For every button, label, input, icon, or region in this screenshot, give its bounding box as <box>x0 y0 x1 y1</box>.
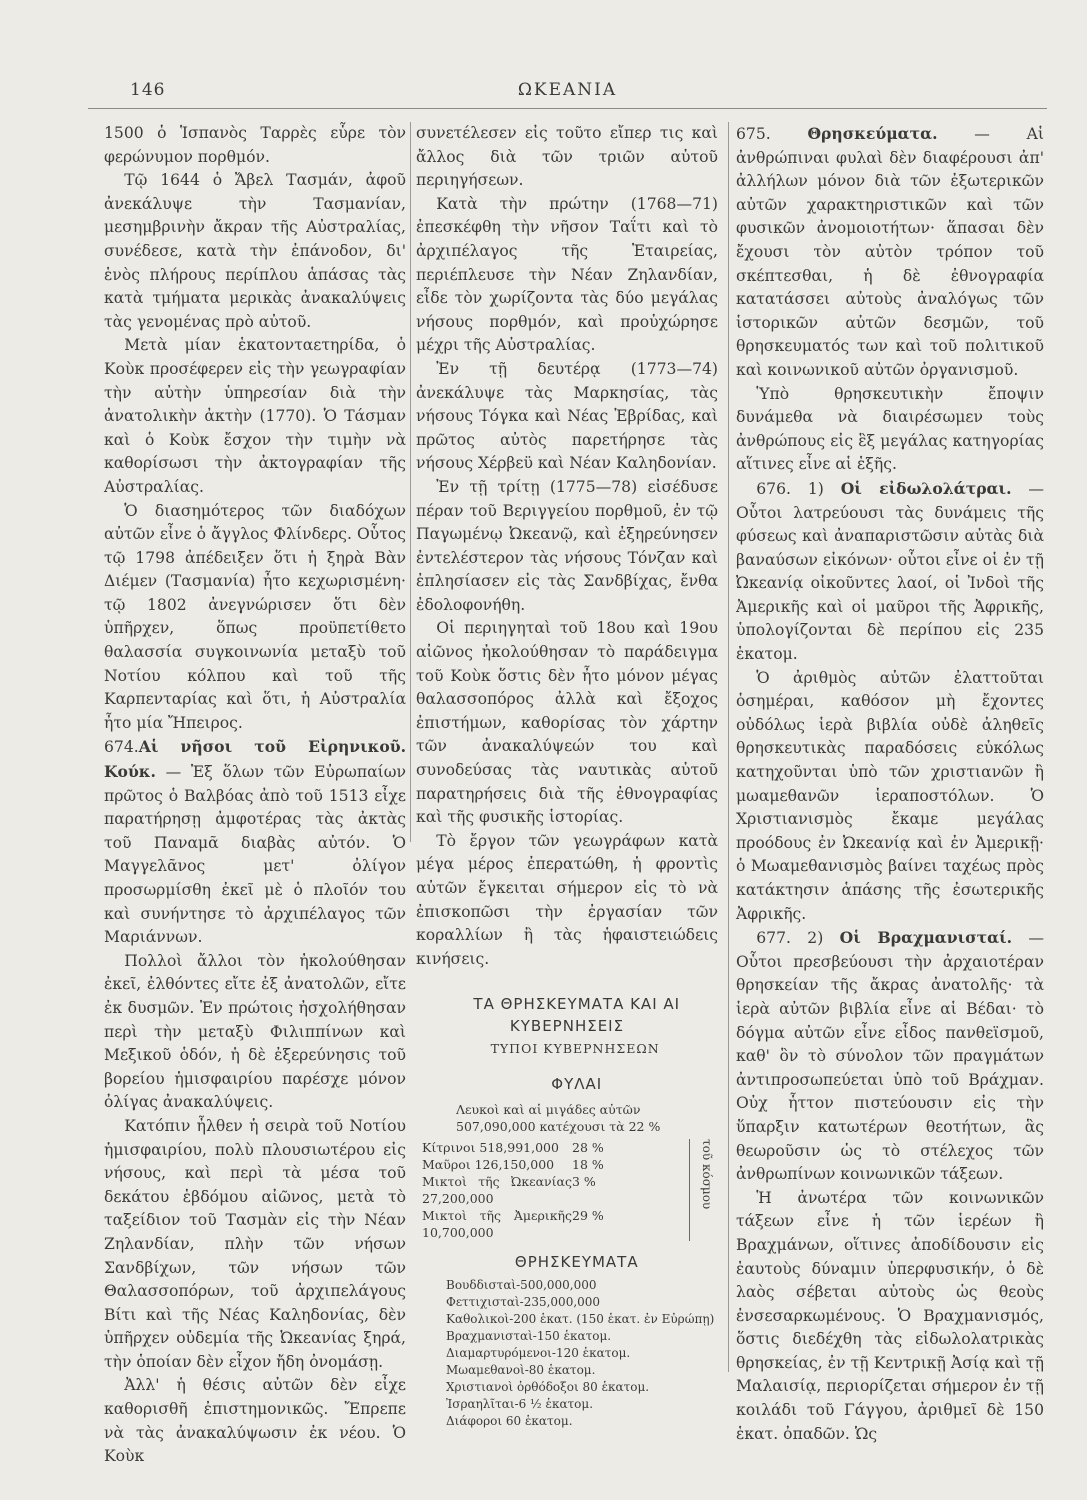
table-row: Μαῦροι 126,150,000 18 % <box>422 1156 604 1172</box>
list-item: Μωαμεθανοὶ-80 ἑκατομ. <box>446 1362 596 1377</box>
section-text: — Ἐξ ὅλων τῶν Εὐρωπαίων πρῶτος ὁ Βαλβόας ἀπὸ τοῦ 1513 εἶχε παρατήρησῃ ἀμφοτέρας τὰς ἀκτὰς τοῦ Παναμᾶ διαβὰς αὐτόν. Ὁ Μαγγελᾶνος μετ' ὀλίγον προσωρμίσθη ἐκεῖ μὲ ὁ πλοῖόν του καὶ συνήντησε τὸ ἀρχιπέλαγος τῶν Μαριάννων. <box>104 763 406 947</box>
paragraph: Μετὰ μίαν ἑκατονταετηρίδα, ὁ Κοὺκ προσέφερεν εἰς τὴν γεωγραφίαν τὴν αὐτὴν ὑπηρεσίαν διὰ τὴν ἀνατολικὴν ἀκτὴν (1770). Ὁ Τάσμαν καὶ ὁ Κοὺκ ἔσχον τὴν τιμὴν νὰ καθορίσωσι τὴν ἀκτογραφίαν τῆς Αὐστραλίας. <box>104 336 406 496</box>
box-title: ΤΑ ΘΡΗΣΚΕΥΜΑΤΑ ΚΑΙ ΑΙ ΚΥΒΕΡΝΗΣΕΙΣ <box>473 995 681 1036</box>
table-row: Μικτοὶ τῆς Ἀμερικῆς 10,700,000 29 % <box>422 1207 604 1240</box>
section-heading: Θρησκεύματα. <box>807 124 938 143</box>
list-item: Διαμαρτυρόμενοι-120 ἑκατομ. <box>446 1345 631 1360</box>
paragraph: Ἡ ἀνωτέρα τῶν κοινωνικῶν τάξεων εἶνε ἡ τῶν ἱερέων ἢ Βραχμάνων, οἵτινες ἀποδίδουσιν εἰς ἑαυτοὺς δύναμιν ὑπερφυσικήν, ὁ δὲ λαὸς σέβεται αὐτοὺς ὡς θεοὺς ἐνσεσαρκωμένους. Ὁ Βραχμανισμός, ὅστις διεδέχθη τὰς εἰδωλολατρικὰς θρησκείας, ἐν τῇ Κεντρικῇ Ἀσίᾳ καὶ τῇ Μαλαισίᾳ, περιορίζεται σήμερον ἐν τῇ κοιλάδι τοῦ Γάγγου, ἀριθμεῖ δὲ 150 ἑκατ. ὀπαδῶν. Ὡς <box>736 1188 1044 1443</box>
paragraph: Οἱ περιηγηταὶ τοῦ 18ου καὶ 19ου αἰῶνος ἠκολούθησαν τὸ παράδειγμα τοῦ Κοὺκ ὅστις δὲν ἦτο μόνον μέγας θαλασσοπόρος ἀλλὰ καὶ ἔξοχος ἐπιστήμων, καθορίσας τὸν χάρτην τῶν ἀνακαλύψεών του καὶ συνοδεύσας τὰς ναυτικὰς αὐτοῦ παρατηρήσεις διὰ τῆς ἐθνογραφίας καὶ τῆς φυσικῆς ἱστορίας. <box>416 619 718 827</box>
threskeumata-list <box>416 1277 718 1430</box>
section-677 <box>736 926 1044 1187</box>
box-subtitle: ΤΥΠΟΙ ΚΥΒΕΡΝΗΣΕΩΝ <box>490 1041 660 1057</box>
section-675 <box>736 122 1044 383</box>
section-number: 676. 1) <box>756 479 824 498</box>
paragraph: Ἐν τῇ δευτέρᾳ (1773—74) ἀνεκάλυψε τὰς Μαρκησίας, τὰς νήσους Τόγκα καὶ Νέας Ἑβρίδας, καὶ πρῶτος αὐτὸς παρετήρησε τὰς νήσους Χέρβεϋ καὶ Νέαν Καληδονίαν. <box>416 359 718 473</box>
list-item: Βραχμανισταὶ-150 ἑκατομ. <box>446 1328 612 1343</box>
paragraph: Ὑπὸ θρησκευτικὴν ἔποψιν δυνάμεθα νὰ διαιρέσωμεν τοὺς ἀνθρώπους εἰς ἓξ μεγάλας κατηγορίας αἵτινες εἶνε αἱ ἑξῆς. <box>736 384 1044 474</box>
paragraph: Ὁ ἀριθμὸς αὐτῶν ἐλαττοῦται ὁσημέραι, καθόσον μὴ ἔχοντες οὐδόλως ἱερὰ βιβλία οὐδὲ ἀληθεῖς θρησκευτικὰς παραδόσεις εὐκόλως κατηχοῦνται ὑπὸ τῶν χριστιανῶν ἢ μωαμεθανῶν ἱεραποστόλων. Ὁ Χριστιανισμὸς ἔκαμε μεγάλας προόδους ἐν Ὠκεανίᾳ καὶ ἐν Ἀμερικῇ· ὁ Μωαμεθανισμὸς βαίνει ταχέως πρὸς κατάκτησιν ἁπάσης τῆς ἐσωτερικῆς Ἀφρικῆς. <box>736 668 1044 923</box>
paragraph: Κατόπιν ἦλθεν ἡ σειρὰ τοῦ Νοτίου ἡμισφαιρίου, πολὺ πλουσιωτέρου εἰς νήσους, καὶ περὶ τὰ μέσα τοῦ δεκάτου ἑβδόμου αἰῶνος, μετὰ τὸ ταξείδιον τοῦ Τασμὰν εἰς τὴν Νέαν Ζηλανδίαν, πλὴν τῶν νήσων Σανδβίχων, τῶν νήσων τῶν Θαλασσοπόρων, τοῦ ἀρχιπελάγους Βίτι καὶ τῆς Νέας Καληδονίας, δὲν ὑπῆρχεν οὐδεμία τῆς Ὠκεανίας ξηρά, τὴν ὁποίαν δὲν εἶχον ἤδη ὀνομάσῃ. <box>104 1116 406 1371</box>
list-item: Βουδδισταὶ-500,000,000 <box>446 1277 597 1292</box>
list-item: Διάφοροι 60 ἑκατομ. <box>446 1413 573 1428</box>
section-text: — Οὗτοι πρεσβεύουσι τὴν ἀρχαιοτέραν θρησκείαν τῆς ἄκρας ἀνατολῆς· τὰ ἱερὰ αὐτῶν βιβλία εἶνε αἱ Βέδαι· τὸ δόγμα αὐτῶν εἶνε εἶδος πανθεϊσμοῦ, καθ' ὃν τὸ σύνολον τῶν πραγμάτων ἀντιπροσωπεύεται ὑπὸ τοῦ Βράχμαν. Οὐχ ἧττον πιστεύουσιν εἰς τὴν ὕπαρξιν κατωτέρων θεοτήτων, ἃς θεωροῦσιν ὡς τὸ στέλεχος τῶν ἀνθρωπίνων κοινωνικῶν τάξεων. <box>736 929 1044 1184</box>
section-number: 675. <box>736 125 771 143</box>
column-rule-left <box>410 122 411 842</box>
list-item: Ἰσραηλῖται-6 ½ ἑκατομ. <box>446 1396 594 1411</box>
paragraph: συνετέλεσεν εἰς τοῦτο εἴπερ τις καὶ ἄλλος διὰ τῶν τριῶν αὐτοῦ περιηγήσεων. <box>416 124 718 190</box>
section-676 <box>736 477 1044 667</box>
table-row: Μικτοὶ τῆς Ὠκεανίας 27,200,000 3 % <box>422 1173 596 1206</box>
phylai-side-label: τοῦ κόσμου <box>689 1139 718 1241</box>
list-item: Χριστιανοὶ ὀρθόδοξοι 80 ἑκατομ. <box>446 1379 650 1394</box>
phylai-intro: Λευκοὶ καὶ αἱ μιγάδες αὐτῶν 507,090,000 κατέχουσι τὰ 22 % <box>456 1101 661 1134</box>
statistics-box <box>416 993 718 1430</box>
column-middle <box>416 122 718 1430</box>
phylai-title: ΦΥΛΑΙ <box>551 1074 603 1093</box>
paragraph: Πολλοὶ ἄλλοι τὸν ἠκολούθησαν ἐκεῖ, ἐλθόντες εἴτε ἐξ ἀνατολῶν, εἴτε ἐκ δυσμῶν. Ἐν πρώτοις ἠσχολήθησαν περὶ τὴν μεταξὺ Φιλιππίνων καὶ Μεξικοῦ ὁδόν, ἡ δὲ ἐξερεύνησις τοῦ βορείου ἡμισφαιρίου παρέσχε μόνον ὀλίγας ἀνακαλύψεις. <box>104 951 406 1112</box>
paragraph: Ὁ διασημότερος τῶν διαδόχων αὐτῶν εἶνε ὁ ἄγγλος Φλίνδερς. Οὗτος τῷ 1798 ἀπέδειξεν ὅτι ἡ ξηρὰ Βὰν Διέμεν (Τασμανία) ἦτο κεχωρισμένη· τῷ 1802 ἀνεγνώρισεν ὅτι δὲν ὑπῆρχεν, ὅπως προϋπετίθετο θαλασσία συγκοινωνία μεταξὺ τοῦ Νοτίου κόλπου καὶ τοῦ τῆς Καρπενταρίας καὶ ὅτι, ἡ Αὐστραλία ἦτο μία Ἤπειρος. <box>104 501 406 732</box>
section-text: — Οὗτοι λατρεύουσι τὰς δυνάμεις τῆς φύσεως καὶ ἀναπαριστῶσιν αὐτὰς διὰ βαναύσων εἰκόνων· οὗτοι εἶνε οἱ ἐν τῇ Ὠκεανίᾳ οἰκοῦντες λαοί, οἱ Ἰνδοὶ τῆς Ἀμερικῆς καὶ οἱ μαῦροι τῆς Ἀφρικῆς, ὑπολογίζονται δὲ περίπου εἰς 235 ἑκατομ. <box>736 479 1044 664</box>
section-text: — Αἱ ἀνθρώπιναι φυλαὶ δὲν διαφέρουσι ἀπ' ἀλλήλων μόνον διὰ τῶν ἐξωτερικῶν αὐτῶν χαρακτηριστικῶν καὶ τῶν φυσικῶν ἀνομοιοτήτων· ἅπασαι δὲν ἔχουσι τὸν αὐτὸν τρόπον τοῦ σκέπτεσθαι, ἡ δὲ ἐθνογραφία κατατάσσει αὐτοὺς ἀναλόγως τῶν ἱστορικῶν αὐτῶν δεσμῶν, τοῦ θρησκευματός των καὶ τοῦ πολιτικοῦ καὶ κοινωνικοῦ αὐτῶν ὀργανισμοῦ. <box>736 125 1044 379</box>
paragraph: Κατὰ τὴν πρώτην (1768—71) ἐπεσκέφθη τὴν νῆσον Ταΐτι καὶ τὸ ἀρχιπέλαγος τῆς Ἑταιρείας, περιέπλευσε τὴν Νέαν Ζηλανδίαν, εἶδε τὸν χωρίζοντα τὰς δύο μεγάλας νήσους πορθμόν, καὶ προὐχώρησε μέχρι τῆς Αὐστραλίας. <box>416 194 718 355</box>
paragraph: 1500 ὁ Ἱσπανὸς Ταρρὲς εὗρε τὸν φερώνυμον πορθμόν. <box>104 124 406 166</box>
section-number: 674. <box>104 738 139 757</box>
header-rule <box>88 108 1047 109</box>
paragraph: Τὸ ἔργον τῶν γεωγράφων κατὰ μέγα μέρος ἐπερατώθη, ἡ φροντὶς αὐτῶν ἔγκειται σήμερον εἰς τὸ νὰ ἐπισκοπῶσι τὴν ἐργασίαν τῶν κοραλλίων ἢ τὰς ἡφαιστειώδεις κινήσεις. <box>416 831 718 968</box>
paragraph: Ἀλλ' ἡ θέσις αὐτῶν δὲν εἶχε καθορισθῆ ἐπιστημονικῶς. Ἔπρεπε νὰ τὰς ἀνακαλύψωσιν ἐκ νέου. Ὁ Κοὺκ <box>104 1376 406 1466</box>
list-item: Καθολικοὶ-200 ἑκατ. (150 ἑκατ. ἐν Εὐρώπῃ) <box>446 1311 715 1326</box>
section-heading: Οἱ Βραχμανισταί. <box>839 928 1013 948</box>
section-heading: Αἱ νῆσοι τοῦ Εἰρηνικοῦ. Κούκ. <box>104 737 406 782</box>
paragraph: Τῷ 1644 ὁ Ἄβελ Τασμάν, ἀφοῦ ἀνεκάλυψε τὴν Τασμανίαν, μεσημβρινὴν ἄκραν τῆς Αὐστραλίας, συνέδεσε, κατὰ τὴν ἐπάνοδον, δι' ἑνὸς πλήρους περίπλου ἁπάσας τὰς κατὰ τμήματα μερικὰς ἀνακαλύψεις τὰς γενομένας πρὸ αὐτοῦ. <box>104 171 406 331</box>
page-number: 146 <box>130 80 166 100</box>
column-right <box>736 122 1044 1446</box>
column-left <box>104 122 406 1469</box>
running-title: ΩΚΕΑΝΙΑ <box>517 80 618 100</box>
list-item: Φεττιχισταὶ-235,000,000 <box>446 1294 601 1309</box>
column-rule-right <box>728 122 729 1372</box>
table-row: Κίτρινοι 518,991,000 28 % <box>422 1139 604 1155</box>
section-number: 677. 2) <box>756 929 824 948</box>
threskeumata-title: ΘΡΗΣΚΕΥΜΑΤΑ <box>514 1252 639 1271</box>
phylai-table <box>416 1139 683 1241</box>
section-heading: Οἱ εἰδωλολάτραι. <box>840 478 1012 498</box>
paragraph: Ἐν τῇ τρίτῃ (1775—78) εἰσέδυσε πέραν τοῦ Βεριγγείου πορθμοῦ, ἐν τῷ Παγωμένῳ Ὠκεανῷ, καὶ ἐξηρεύνησεν ἐντελέστερον τὰς νήσους Τόνζαν καὶ ἐπλησίασεν εἰς τὰς Σανδβίχας, ἔνθα ἐδολοφονήθη. <box>416 477 718 614</box>
section-674 <box>104 735 406 949</box>
page-header <box>88 78 1047 112</box>
